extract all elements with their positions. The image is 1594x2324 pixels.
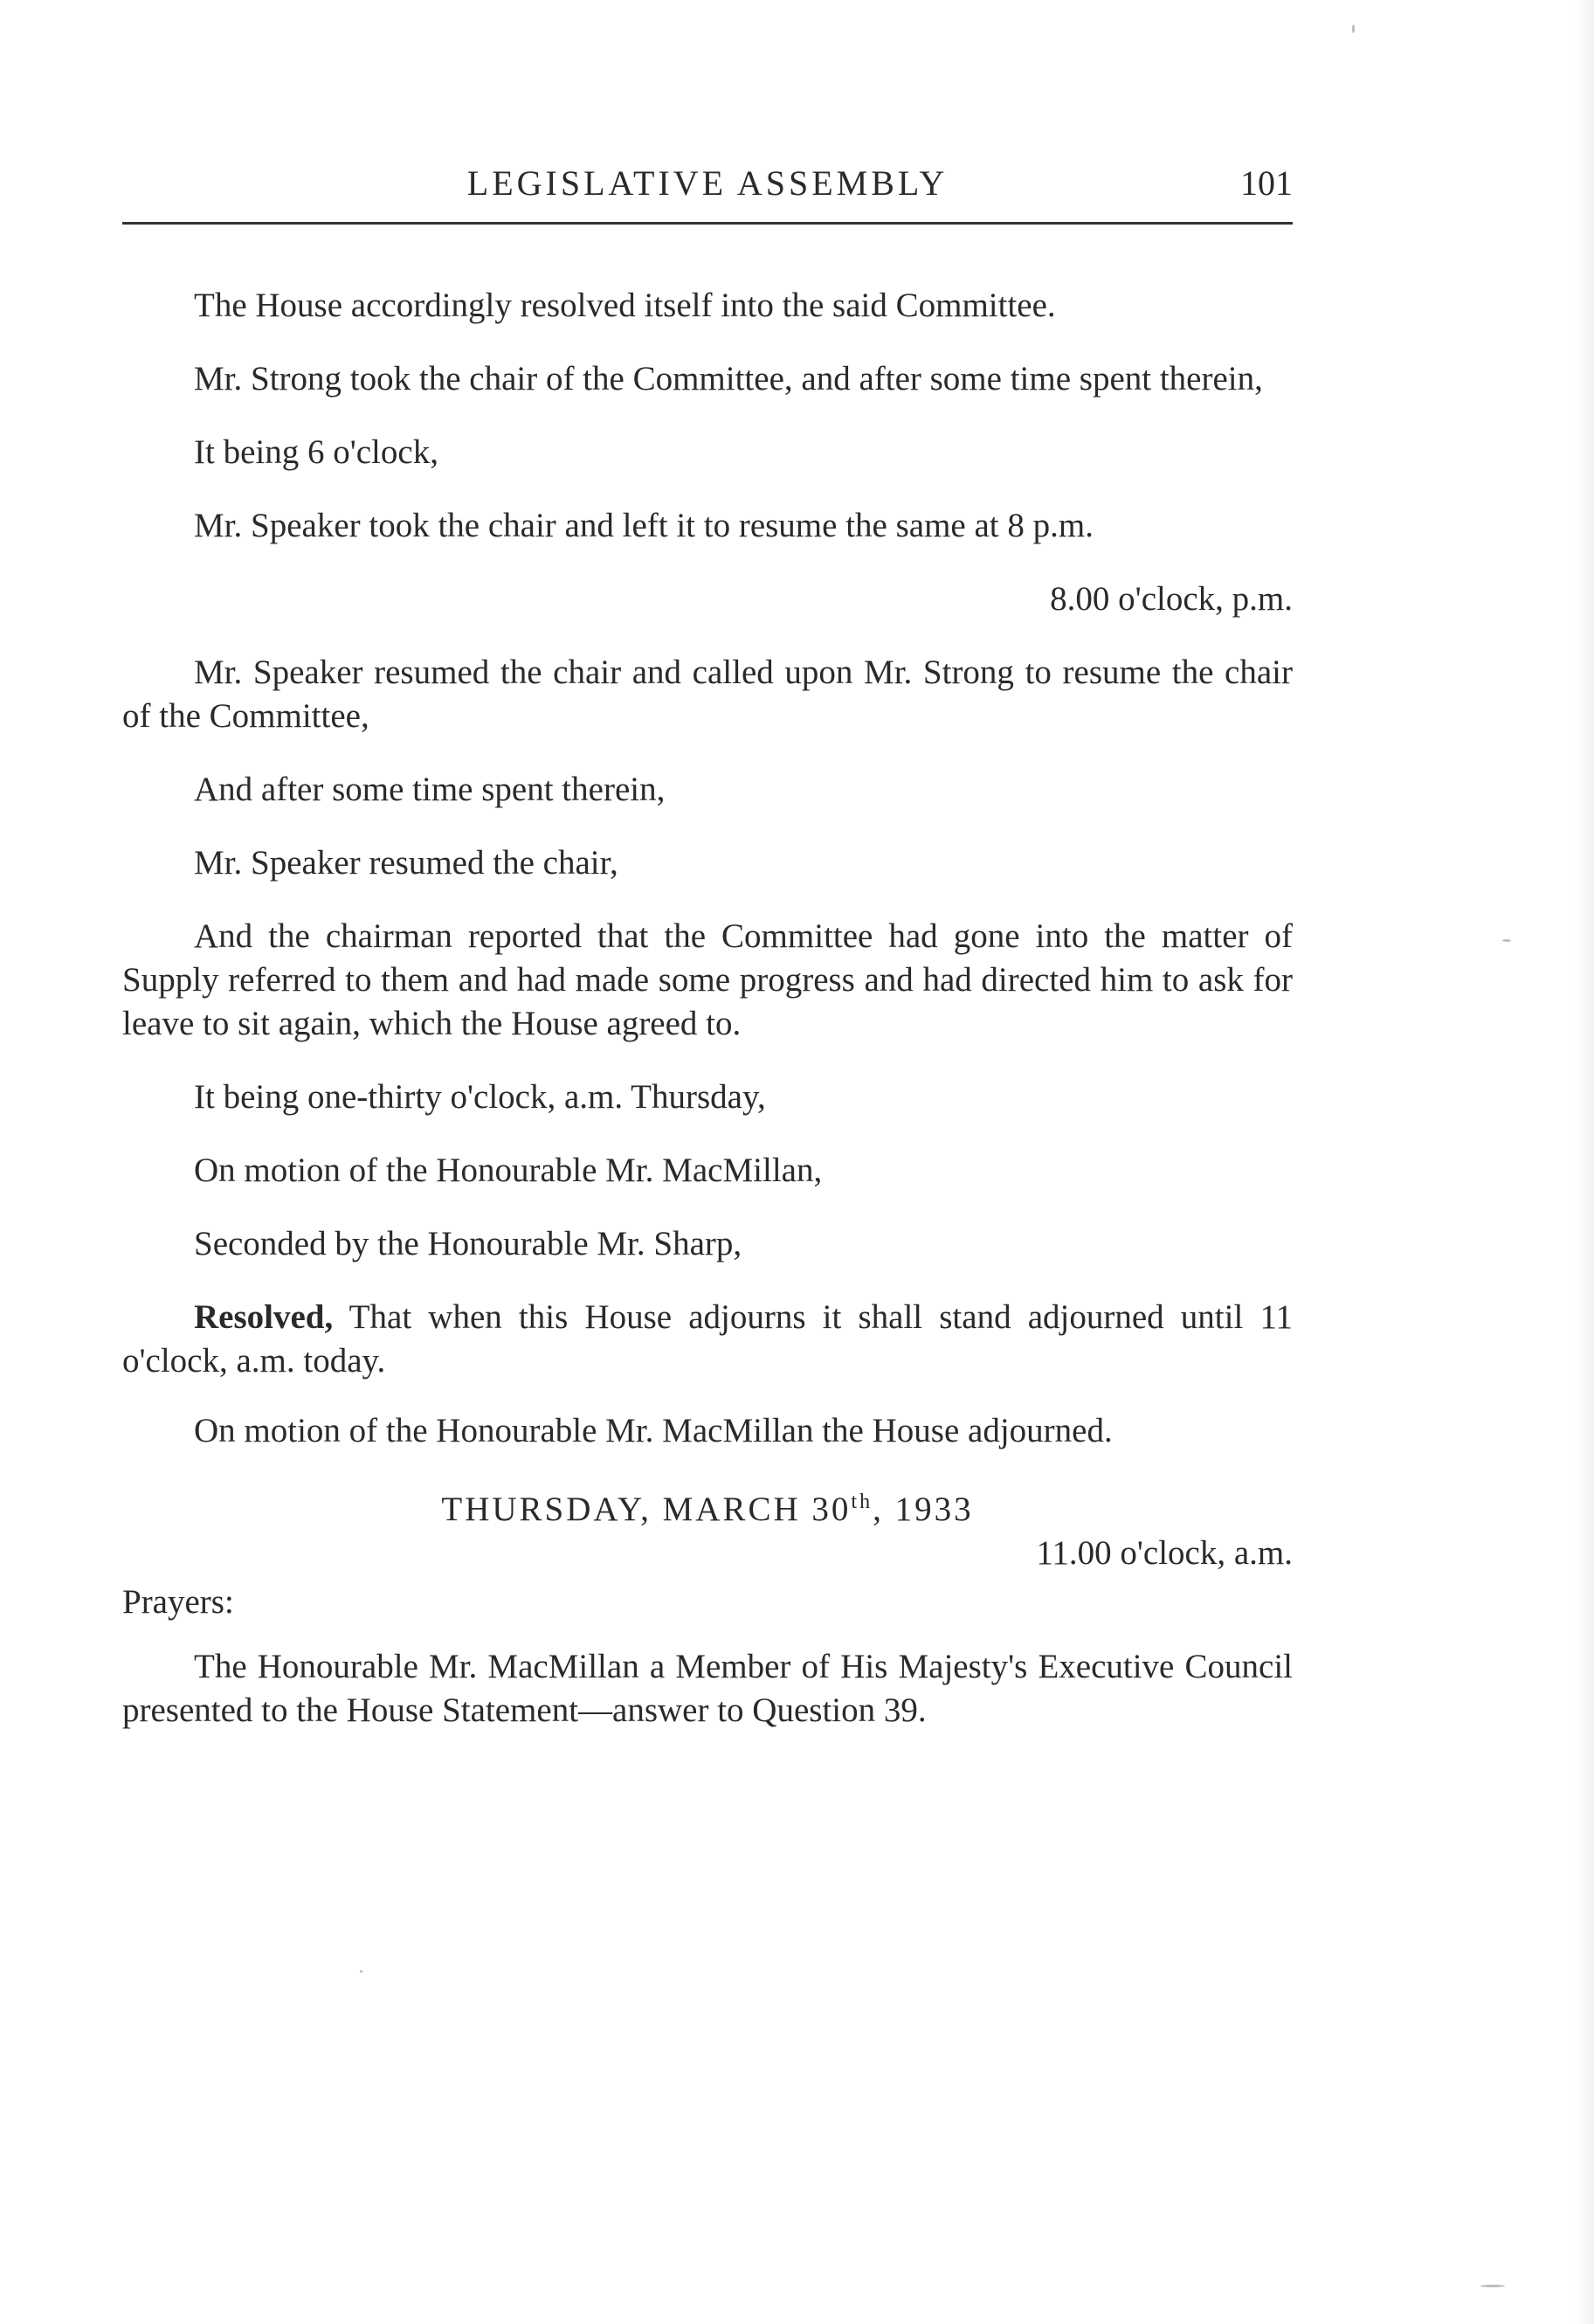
time-mark: 8.00 o'clock, p.m. [1050,580,1293,618]
page-edge-shadow [1575,0,1594,2324]
final-paragraph: The Honourable Mr. MacMillan a Member of His Majesty's Executive Council presented to the House Statement—answer to Question 39. [122,1648,1293,1729]
paragraph: It being one-thirty o'clock, a.m. Thursday, [194,1078,766,1116]
paragraph: Mr. Speaker took the chair and left it to resume the same at 8 p.m. [194,507,1094,544]
date-heading [122,1488,1293,1532]
paragraph: It being 6 o'clock, [194,433,438,471]
paragraph: And after some time spent therein, [194,771,666,808]
scan-speck [1502,939,1511,942]
time-mark: 11.00 o'clock, a.m. [1036,1534,1293,1572]
running-title: LEGISLATIVE ASSEMBLY [466,163,949,203]
scan-speck [360,1970,362,1973]
paragraph: Seconded by the Honourable Mr. Sharp, [194,1225,742,1262]
prayers-label: Prayers: [122,1583,234,1621]
resolution-text: That when this House adjourns it shall stand adjourned until 11 o'clock, a.m. today. [122,1298,1293,1380]
paragraph: Mr. Speaker resumed the chair and called upon Mr. Strong to resume the chair of the Committee, [122,654,1293,735]
paragraph: Mr. Strong took the chair of the Committee, and after some time spent therein, [194,360,1263,398]
header-rule [122,222,1293,225]
date-heading-year: , 1933 [873,1491,974,1528]
paragraph: And the chairman reported that the Committee had gone into the matter of Supply referred to them and had made some progress and had directed him to ask for leave to sit again, which the House agreed to. [122,917,1293,1042]
running-head [122,156,1293,217]
resolution-lead: Resolved, [194,1298,334,1336]
adjourn-paragraph: On motion of the Honourable Mr. MacMillan the House adjourned. [194,1412,1113,1449]
paragraph: The House accordingly resolved itself into the said Committee. [194,287,1056,324]
paragraph: On motion of the Honourable Mr. MacMillan, [194,1152,823,1189]
date-heading-suffix: th [851,1491,873,1513]
scan-speck [1352,24,1355,33]
paragraph: Mr. Speaker resumed the chair, [194,844,618,882]
resolution-paragraph [122,1296,1293,1383]
document-body [122,284,1293,1762]
scan-speck [1480,2285,1505,2287]
page-number: 101 [1240,163,1293,203]
date-heading-prefix: THURSDAY, MARCH 30 [441,1491,852,1528]
